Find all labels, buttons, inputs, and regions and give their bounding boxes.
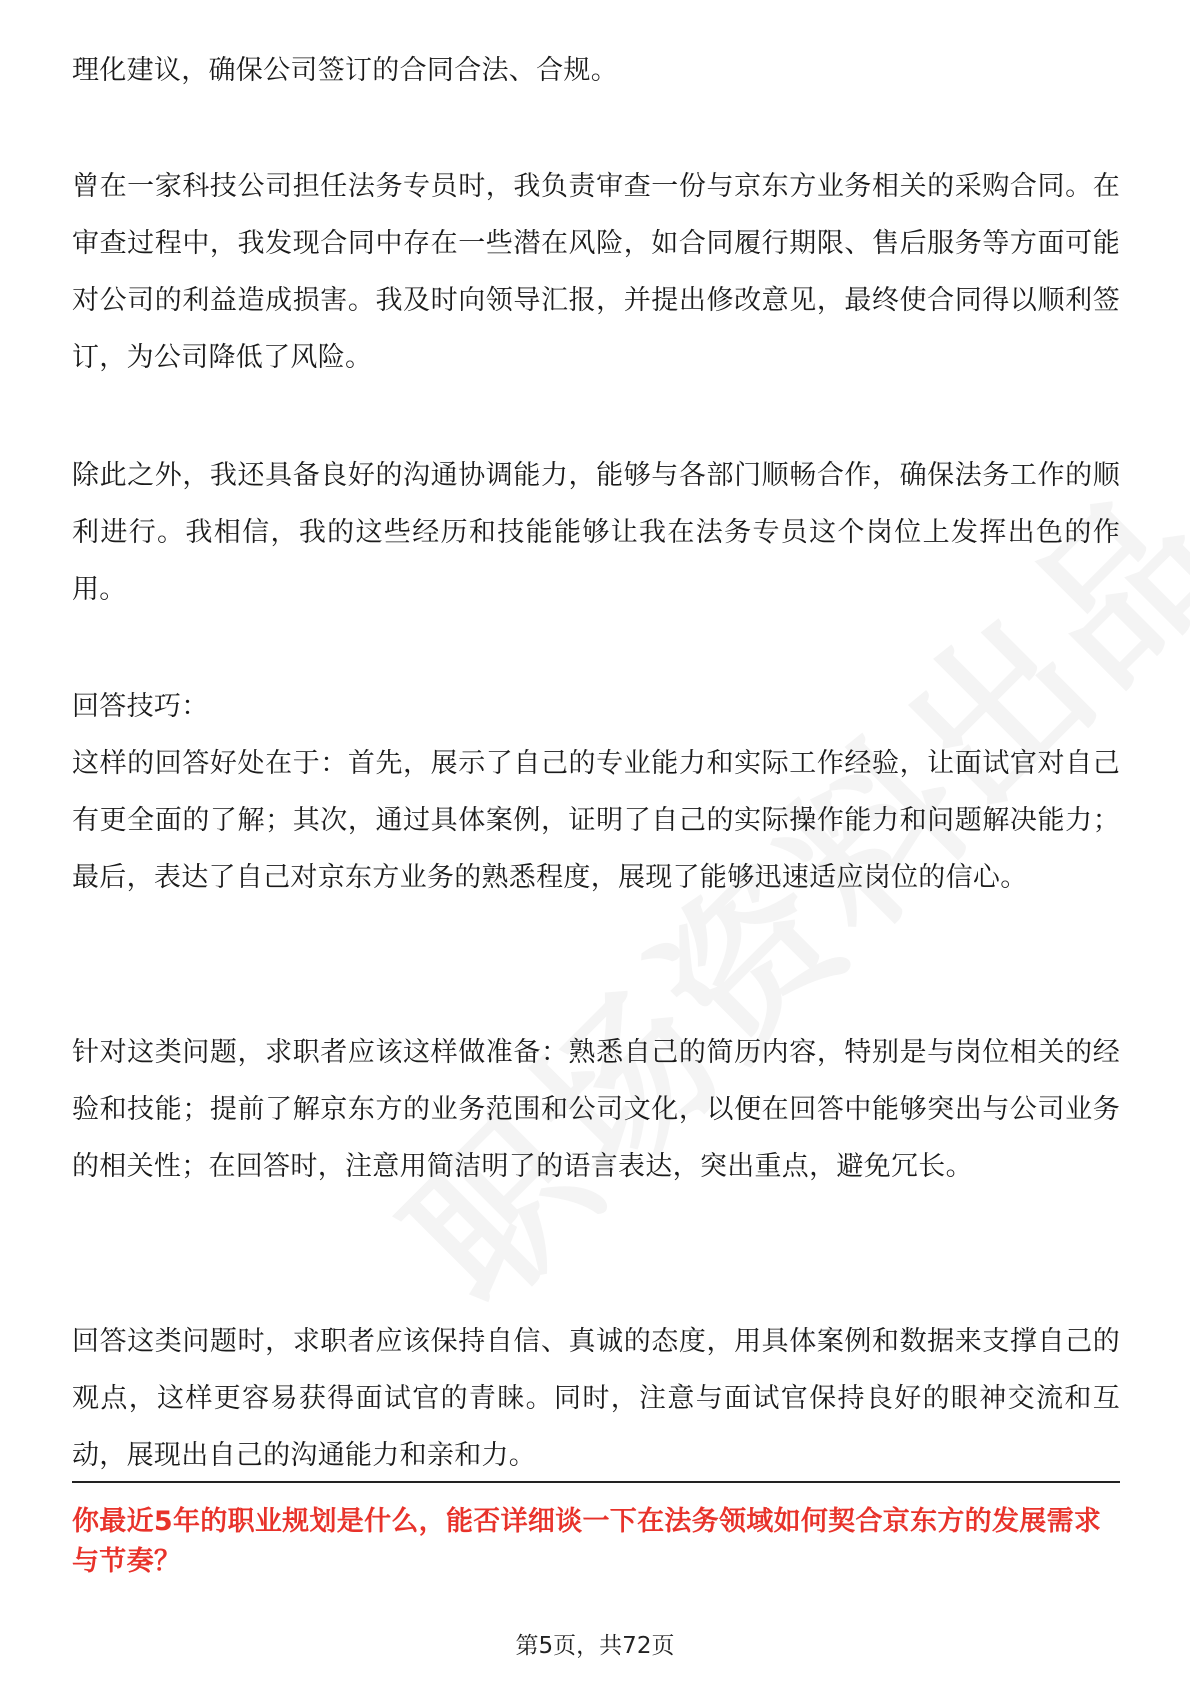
paragraph-skills: 除此之外，我还具备良好的沟通协调能力，能够与各部门顺畅合作，确保法务工作的顺利进行。我相信，我的这些经历和技能能够让我在法务专员这个岗位上发挥出色的作用。 [72, 460, 1120, 605]
answer-tips-heading: 回答技巧： [72, 691, 209, 722]
answer-tips-section [72, 678, 1120, 906]
answer-tips-paragraph: 这样的回答好处在于：首先，展示了自己的专业能力和实际工作经验，让面试官对自己有更全面的了解；其次，通过具体案例，证明了自己的实际操作能力和问题解决能力；最后，表达了自己对京东方业务的熟悉程度，展现了能够迅速适应岗位的信心。 [72, 748, 1120, 893]
paragraph-attitude: 回答这类问题时，求职者应该保持自信、真诚的态度，用具体案例和数据来支撑自己的观点，这样更容易获得面试官的青睐。同时，注意与面试官保持良好的眼神交流和互动，展现出自己的沟通能力和亲和力。 [72, 1326, 1120, 1471]
paragraph-preparation: 针对这类问题，求职者应该这样做准备：熟悉自己的简历内容，特别是与岗位相关的经验和技能；提前了解京东方的业务范围和公司文化，以便在回答中能够突出与公司业务的相关性；在回答时，注意用简洁明了的语言表达，突出重点，避免冗长。 [72, 1037, 1120, 1182]
paragraph-intro-tail: 理化建议，确保公司签订的合同合法、合规。 [72, 55, 618, 86]
next-question-heading: 你最近5年的职业规划是什么，能否详细谈一下在法务领域如何契合京东方的发展需求与节奏？ [72, 1506, 1102, 1577]
document-page [72, 0, 1120, 1684]
paragraph-case-study: 曾在一家科技公司担任法务专员时，我负责审查一份与京东方业务相关的采购合同。在审查过程中，我发现合同中存在一些潜在风险，如合同履行期限、售后服务等方面可能对公司的利益造成损害。我及时向领导汇报，并提出修改意见，最终使合同得以顺利签订，为公司降低了风险。 [72, 171, 1120, 373]
section-divider [72, 1481, 1120, 1483]
page-number-footer: 第5页，共72页 [515, 1633, 675, 1659]
